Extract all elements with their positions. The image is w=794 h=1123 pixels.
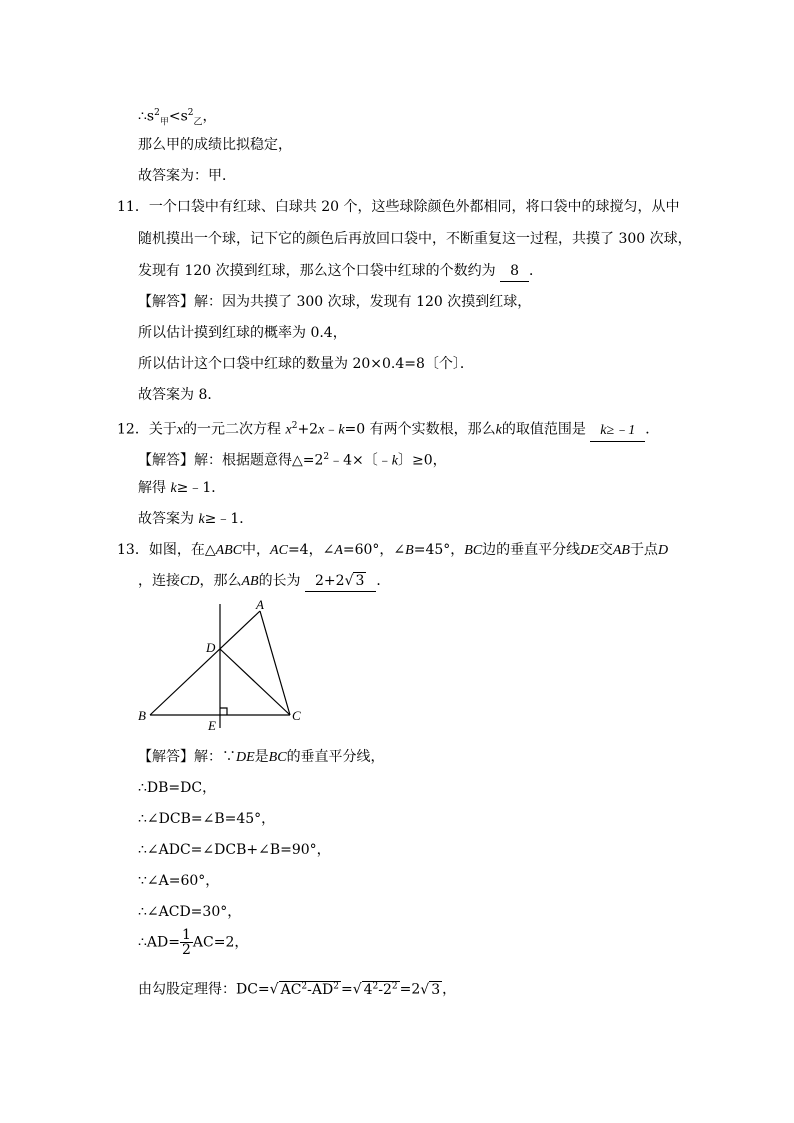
q11-stem-1: 11．一个口袋中有红球、白球共 20 个，这些球除颜色外都相同，将口袋中的球搅匀，从中 [117,199,680,215]
p10-conclusion: $\therefore s^2_甲<s^2_乙$， [138,108,217,128]
q13-sol-4: ∴∠ADC=∠DCB+∠B=90°， [138,842,331,858]
sqrt-symbol: √ 3 [420,981,441,998]
q11-sol-1: 【解答】解：因为共摸了 300 次球，发现有 120 次摸到红球， [138,294,532,310]
label-e: E [208,718,216,733]
q12-stem: 12．关于x的一元二次方程 $x^2+2x﹣k=0$ 有两个实数根，那么k的取值范围是 k≥﹣1 ． [117,416,659,442]
sqrt-symbol: √ $4^2-2^2$ [352,981,398,998]
q13-sol-1: 【解答】解：∵DE是BC的垂直平分线， [138,749,385,765]
q13-sol-7: ∴AD= $\frac{1}{2}$ AC=2， [138,927,249,958]
segment-ab [150,611,260,715]
label-a: A [256,597,264,612]
q13-stem-2: ，连接CD，那么AB的长为 2+2√ 3 ． [138,571,390,592]
q11-sol-4: 故答案为 8． [138,387,222,403]
q12-sol-2: 解得 k≥﹣1． [138,480,226,496]
q11-stem-3: 发现有 120 次摸到红球，那么这个口袋中红球的个数约为 8 ． [138,261,543,282]
p10-answer: 故答案为：甲． [138,168,236,184]
label-c: C [292,708,301,723]
q12-answer-blank: k≥﹣1 [590,421,645,442]
q11-answer-blank: 8 [500,261,529,282]
segment-dc [220,649,290,715]
q13-sol-3: ∴∠DCB=∠B=45°， [138,811,276,827]
label-b: B [138,708,146,723]
q13-sol-2: ∴DB=DC， [138,780,217,796]
label-d: D [206,640,216,655]
p10-line-2: 那么甲的成绩比拟稳定， [138,137,292,153]
q13-sol-6: ∴∠ACD=30°， [138,904,242,920]
q13-answer-blank: 2+2√ 3 [305,571,376,592]
triangle-figure [130,592,310,742]
q11-sol-3: 所以估计这个口袋中红球的数量为 20×0.4=8〔个〕． [138,356,474,372]
q13-stem-1: 13．如图，在△ABC中，AC=4，∠A=60°，∠B=45°，BC边的垂直平分线DE交AB于点D [117,542,669,558]
q12-sol-1: 【解答】解：根据题意得$\triangle=2^2﹣4\times$〔﹣k〕≥0， [138,452,447,469]
q12-sol-3: 故答案为 k≥﹣1． [138,511,254,527]
segment-ac [260,611,290,715]
q11-stem-2: 随机摸出一个球，记下它的颜色后再放回口袋中，不断重复这一过程，共摸了 300 次球， [138,231,692,247]
q11-sol-2: 所以估计摸到红球的概率为 0.4， [138,325,347,341]
q13-sol-8: 由勾股定理得：DC=√ $AC^2-AD^2$ =√ $4^2-2^2 =2√$ 3 ， [138,976,456,1000]
sqrt-symbol: √ 3 [344,573,365,589]
right-angle-mark [220,708,227,715]
sqrt-symbol: √ $AC^2-AD^2$ [269,981,339,998]
q13-sol-5: ∵∠A=60°， [138,873,220,889]
fraction-half: $\frac{1}{2}$ [181,927,191,958]
